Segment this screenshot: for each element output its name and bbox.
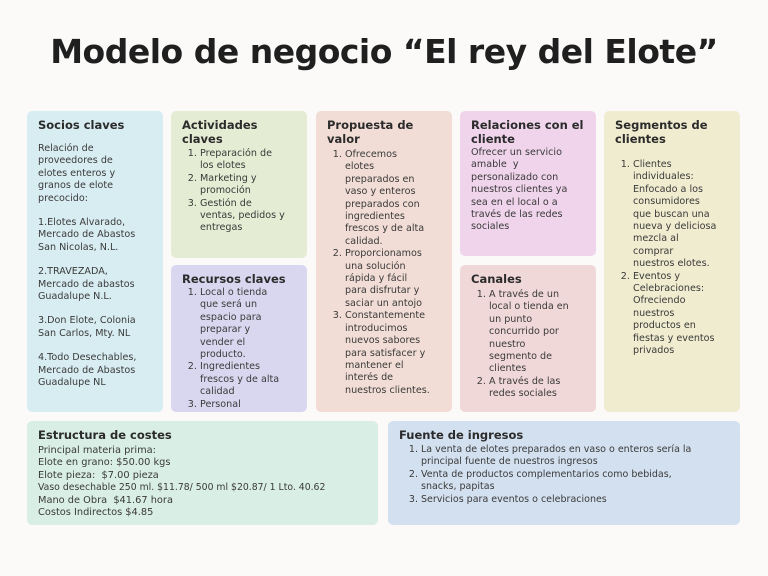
text-line: principal fuente de nuestros ingresos xyxy=(421,456,598,468)
text-line: preparar y xyxy=(200,324,251,336)
propuesta-list xyxy=(327,149,443,397)
text-line: ventas, pedidos y xyxy=(200,210,285,222)
text-line: 2. Eventos y xyxy=(633,270,681,282)
text-line: 3. Gestión de xyxy=(200,197,252,209)
text-line: 2. A través de las xyxy=(489,375,561,387)
text-line: que buscan una xyxy=(633,208,710,220)
text-line: 3. Personal xyxy=(200,398,241,410)
list-item xyxy=(200,287,298,361)
text-line: concurrido por xyxy=(489,326,559,338)
heading-line: Propuesta de xyxy=(327,118,414,132)
segmentos-clientes-card xyxy=(604,111,740,412)
text-line: Guadalupe NL xyxy=(38,377,106,389)
text-line: Elote pieza: $7.00 pieza xyxy=(38,469,159,481)
text-line: 1. Clientes xyxy=(633,159,672,170)
text-line: Principal materia prima: xyxy=(38,445,156,456)
list-item xyxy=(345,310,443,397)
socio-entry xyxy=(38,217,154,254)
list-item xyxy=(421,444,731,469)
text-line: 2. Venta de productos complementarios como bebidas, xyxy=(421,468,672,480)
text-line: 1. La venta de elotes preparados en vaso o enteros sería la xyxy=(421,444,692,455)
text-line: través de las redes xyxy=(471,209,563,221)
text-line: Relación de xyxy=(38,143,94,154)
propuesta-valor-card xyxy=(316,111,452,412)
text-line: preparados en xyxy=(345,173,415,185)
page-title: Modelo de negocio “El rey del Elote” xyxy=(50,32,718,71)
text-line: un punto xyxy=(489,313,533,325)
text-line: personalizado con xyxy=(471,171,559,183)
text-line: interés de xyxy=(345,372,394,384)
text-line: promoción xyxy=(200,185,251,197)
text-line: fiestas y eventos xyxy=(633,332,715,344)
text-line: segmento de xyxy=(489,351,552,363)
text-line: granos de elote xyxy=(38,180,114,192)
text-line: San Carlos, Mty. NL xyxy=(38,327,131,339)
segmentos-list xyxy=(615,159,731,358)
list-item xyxy=(345,248,443,310)
list-item xyxy=(633,271,731,358)
text-line: elotes enteros y xyxy=(38,167,116,179)
actividades-claves-card xyxy=(171,111,307,258)
text-line: Costos Indirectos $4.85 xyxy=(38,507,154,519)
socio-entry xyxy=(38,352,154,389)
text-line: nuestros clientes ya xyxy=(471,184,568,196)
text-line: 3. Servicios para eventos o celebraciones xyxy=(421,493,607,505)
socio-entry xyxy=(38,266,154,303)
socios-claves-heading: Socios claves xyxy=(38,118,125,132)
text-line: 2. Ingredientes xyxy=(200,361,261,373)
canales-list xyxy=(471,289,587,401)
text-line: introducimos xyxy=(345,322,408,334)
text-line: saciar un antojo xyxy=(345,297,423,309)
text-line: 3.Don Elote, Colonia xyxy=(38,315,136,327)
text-line: redes sociales xyxy=(489,388,557,400)
text-line: snacks, papitas xyxy=(421,481,495,493)
list-item xyxy=(421,494,731,506)
text-line: Ofreciendo xyxy=(633,295,686,307)
text-line: Ofrecer un servicio xyxy=(471,147,562,158)
text-line: 1. Preparación de xyxy=(200,148,272,159)
text-line: Mercado de Abastos xyxy=(38,229,136,241)
list-item xyxy=(200,148,298,173)
text-line: clientes xyxy=(489,363,527,375)
relaciones-cliente-heading xyxy=(471,118,587,146)
text-line: 3. Constantemente xyxy=(345,310,426,322)
text-line: para disfrutar y xyxy=(345,285,420,297)
text-line: sociales xyxy=(471,221,510,233)
text-line: comprar xyxy=(633,245,674,257)
list-item xyxy=(421,469,731,494)
text-line: ingredientes xyxy=(345,211,405,223)
text-line: nuestros clientes. xyxy=(345,384,430,396)
text-line: productos en xyxy=(633,320,696,332)
text-line: vender el xyxy=(200,336,246,348)
text-line: elotes xyxy=(345,161,375,173)
text-line: 1. A través de un xyxy=(489,289,560,300)
text-line: producto. xyxy=(200,349,246,361)
text-line: 1. Ofrecemos xyxy=(345,149,397,160)
recursos-claves-card xyxy=(171,265,307,412)
text-line: Enfocado a los xyxy=(633,183,704,195)
costes-body xyxy=(38,445,369,519)
fuente-ingresos-heading: Fuente de ingresos xyxy=(399,428,524,442)
text-line: los elotes xyxy=(200,160,246,172)
text-line: sea en el local o a xyxy=(471,196,558,208)
relaciones-body xyxy=(471,147,587,234)
text-line: 2. Proporcionamos xyxy=(345,248,422,260)
text-line: amable y xyxy=(471,159,519,171)
text-line: calidad xyxy=(200,386,235,398)
list-item xyxy=(200,198,298,235)
text-line: nuestro xyxy=(489,338,526,350)
text-line: mantener el xyxy=(345,359,404,371)
text-line: preparados con xyxy=(345,198,420,210)
socio-entry xyxy=(38,315,154,340)
text-line: proveedores de xyxy=(38,155,113,167)
actividades-claves-heading xyxy=(182,118,298,146)
text-line: San Nicolas, N.L. xyxy=(38,241,119,253)
heading-line: cliente xyxy=(471,132,515,146)
segmentos-clientes-heading xyxy=(615,118,731,146)
text-line: consumidores xyxy=(633,196,700,208)
text-line: rápida y fácil xyxy=(345,273,408,285)
text-line: Vaso desechable 250 ml. $11.78/ 500 ml $20.87/ 1 Lto. 40.62 xyxy=(38,482,326,494)
heading-line: Segmentos de xyxy=(615,118,708,132)
text-line: nuevos sabores xyxy=(345,335,421,347)
heading-line: clientes xyxy=(615,132,666,146)
text-line: 1. Local o tienda xyxy=(200,287,268,298)
list-item xyxy=(633,159,731,271)
estructura-costes-heading: Estructura de costes xyxy=(38,428,172,442)
text-line: entregas xyxy=(200,222,243,234)
text-line: que será un xyxy=(200,299,258,311)
text-line: 1.Elotes Alvarado, xyxy=(38,217,126,229)
text-line: calidad. xyxy=(345,235,383,247)
heading-line: claves xyxy=(182,132,223,146)
list-item xyxy=(345,149,443,248)
text-line: nuestros elotes. xyxy=(633,258,710,270)
actividades-list xyxy=(182,148,298,235)
socios-claves-card xyxy=(27,111,163,412)
text-line: local o tienda en xyxy=(489,301,569,313)
text-line: Guadalupe N.L. xyxy=(38,291,112,303)
text-line: privados xyxy=(633,345,675,357)
text-line: nuestros xyxy=(633,307,675,319)
text-line: Mano de Obra $41.67 hora xyxy=(38,494,173,506)
text-line: precocido: xyxy=(38,192,89,204)
canales-card xyxy=(460,265,596,412)
text-line: frescos y de alta xyxy=(345,223,425,235)
canales-heading: Canales xyxy=(471,272,522,286)
text-line: nueva y deliciosa xyxy=(633,221,717,233)
text-line: 2.TRAVEZADA, xyxy=(38,266,108,278)
estructura-costes-card xyxy=(27,421,378,525)
list-item xyxy=(200,361,298,398)
heading-line: Actividades xyxy=(182,118,258,132)
ingresos-list xyxy=(399,444,731,506)
socios-claves-body xyxy=(38,143,154,390)
heading-line: Relaciones con el xyxy=(471,118,584,132)
text-line: una solución xyxy=(345,260,406,272)
list-item xyxy=(489,376,587,401)
text-line: 4.Todo Desechables, xyxy=(38,352,137,364)
recursos-list xyxy=(182,287,298,411)
text-line: 2. Marketing y xyxy=(200,172,257,184)
text-line: frescos y de alta xyxy=(200,373,280,385)
list-item xyxy=(489,289,587,376)
text-line: Celebraciones: xyxy=(633,283,705,295)
text-line: Mercado de abastos xyxy=(38,278,135,290)
text-line: espacio para xyxy=(200,311,262,323)
socios-intro xyxy=(38,143,154,205)
propuesta-valor-heading xyxy=(327,118,443,146)
list-item xyxy=(200,173,298,198)
text-line: Mercado de Abastos xyxy=(38,364,136,376)
fuente-ingresos-card xyxy=(388,421,740,525)
heading-line: valor xyxy=(327,132,360,146)
text-line: Elote en grano: $50.00 kgs xyxy=(38,457,171,469)
text-line: vaso y enteros xyxy=(345,186,416,198)
recursos-claves-heading: Recursos claves xyxy=(182,272,286,286)
list-item xyxy=(200,399,298,411)
text-line: mezcla al xyxy=(633,233,679,245)
relaciones-cliente-card xyxy=(460,111,596,256)
text-line: para satisfacer y xyxy=(345,347,426,359)
text-line: individuales: xyxy=(633,171,694,183)
